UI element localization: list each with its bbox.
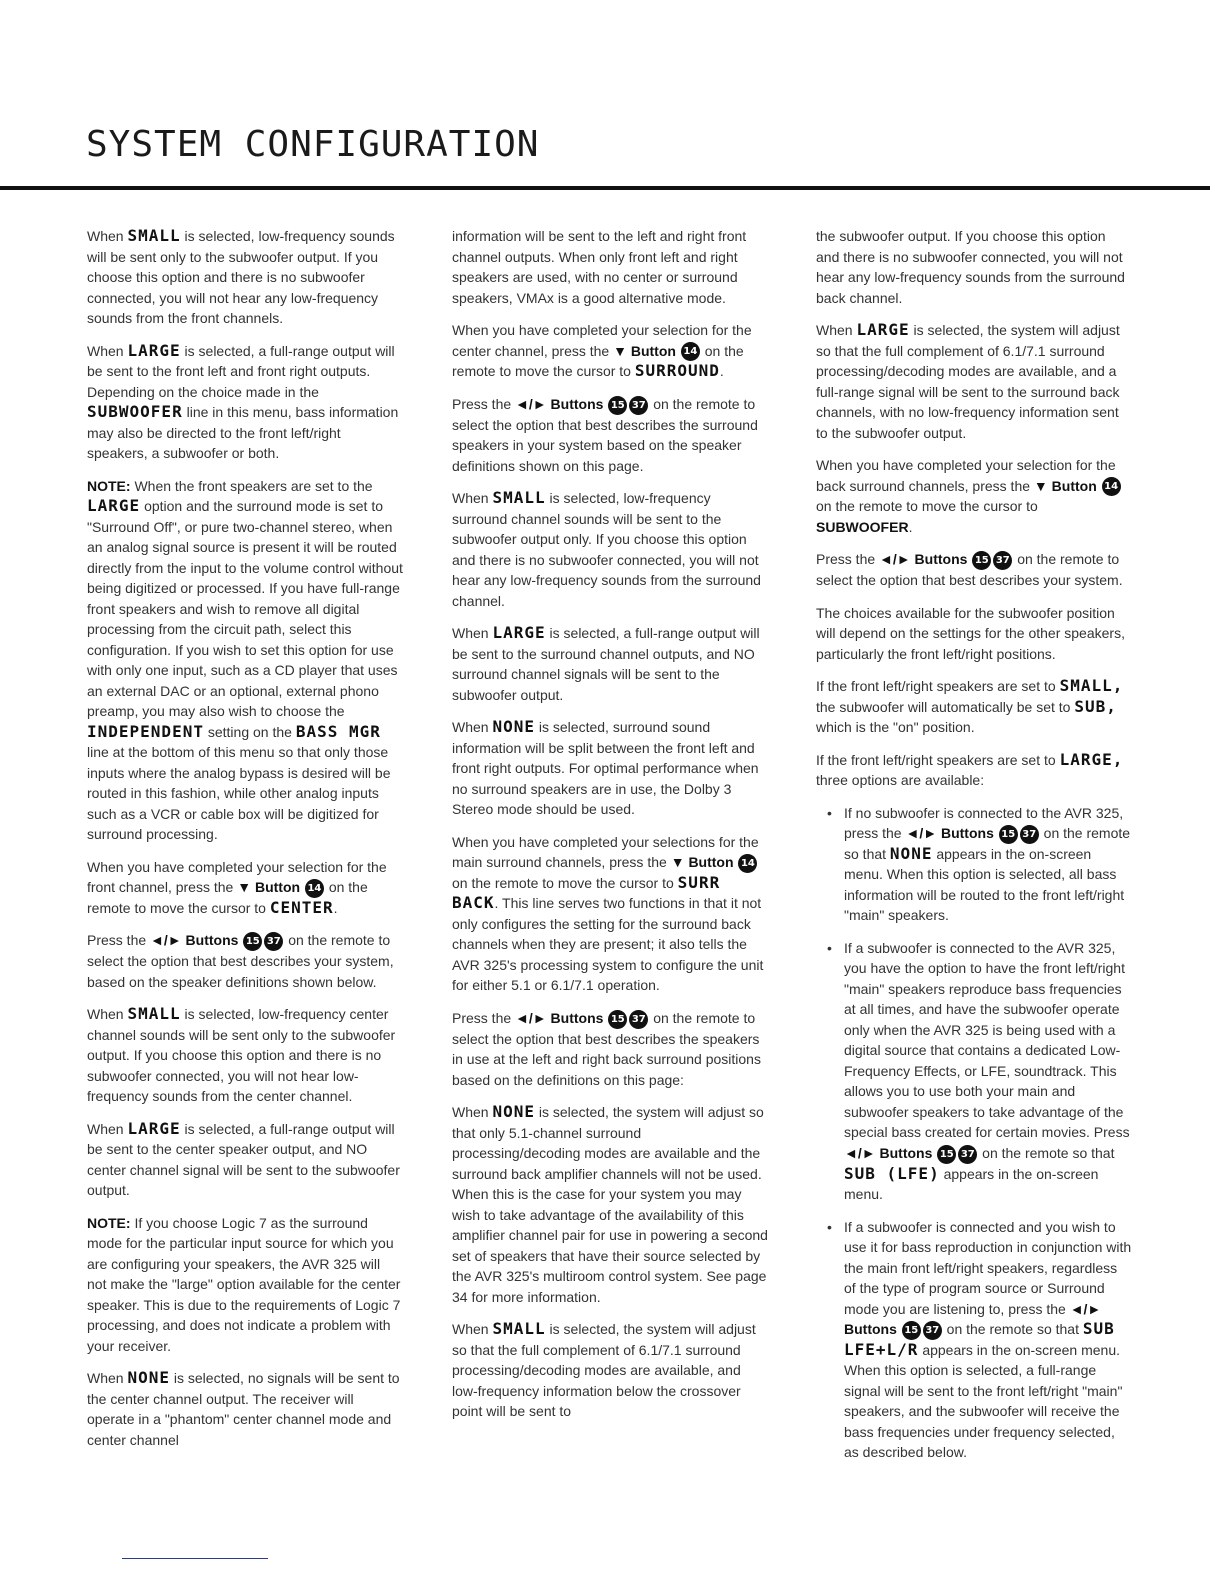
paragraph: Press the ◄/► Buttons 15 37 on the remote to select the option that best describes the surround speakers in your system based on the speaker definitions shown on this page. xyxy=(452,395,758,474)
button-14-icon: 14 xyxy=(305,879,324,898)
keyword-center: CENTER xyxy=(269,897,334,917)
left-right-arrows-icon: ◄/► xyxy=(515,395,547,412)
paragraph: The choices available for the subwoofer position will depend on the settings for the other speakers, particularly the front left/right positions. xyxy=(816,604,1125,662)
keyword-large: LARGE xyxy=(492,623,546,643)
paragraph: Press the ◄/► Buttons 15 37 on the remote to select the option that best describes the speakers in use at the left and right back surround positions based on the definitions on this page: xyxy=(452,1009,761,1088)
column-2 xyxy=(452,226,768,1434)
keyword-small: SMALL xyxy=(127,226,181,245)
button-15-icon: 15 xyxy=(608,396,627,415)
paragraph: When you have completed your selections for the main surround channels, press the ▼ Button 14 on the remote to move the cursor to SURR BACK. This line serves two functions in that it not only configures the setting for the surround back channels when they are present; it also tells the AVR 325's processing system to configure the unit for either 5.1 or 6.1/7.1 operation. xyxy=(452,833,764,994)
keyword-large: LARGE xyxy=(127,340,181,360)
keyword-large: LARGE xyxy=(87,496,141,515)
down-arrow-icon: ▼ xyxy=(237,879,252,895)
keyword-large: LARGE xyxy=(127,1118,181,1138)
button-15-icon: 15 xyxy=(902,1321,921,1340)
keyword-surround: SURROUND xyxy=(634,361,720,381)
note-label: NOTE: xyxy=(87,477,131,494)
left-right-arrows-icon: ◄/► xyxy=(844,1144,876,1161)
left-right-arrows-icon: ◄/► xyxy=(515,1009,547,1026)
keyword-small: SMALL xyxy=(492,1319,546,1339)
list-item: • If a subwoofer is connected to the AVR 325, you have the option to have the front left/right "main" speakers reproduce bass frequencies at all times, and have the subwoofer operate only when the AVR 325 is being used with a digital source that contains a dedicated Low-Frequency Effects, or LFE, soundtrack. This allows you to use both your main and subwoofer speakers to take advantage of the special bass created for certain movies. Press ◄/► Buttons 15 37 on the remote so that SUB (LFE) appears in the on-screen menu. xyxy=(816,938,1132,1205)
paragraph: When you have completed your selection for the center channel, press the ▼ Button 14 on the remote to move the cursor to SURROUND. xyxy=(452,322,752,381)
column-3 xyxy=(816,226,1132,1475)
paragraph: Press the ◄/► Buttons 15 37 on the remote to select the option that best describes your system. xyxy=(816,551,1123,589)
down-arrow-icon: ▼ xyxy=(670,854,685,871)
keyword-none: NONE xyxy=(492,1102,535,1122)
keyword-independent: INDEPENDENT xyxy=(87,721,204,741)
note-label: NOTE: xyxy=(87,1214,131,1231)
note-paragraph: NOTE: When the front speakers are set to the LARGE option and the surround mode is set to "Surround Off", or pure two-channel stereo, when an analog signal source is present it will be routed directly from the input to the volume control without being digitized or processed. If you have full-range front speakers and wish to remove all digital processing from the circuit path, select this configuration. If you wish to set this option for use with only one input, such as a CD player that uses an external DAC or an optional, external phono preamp, you may also wish to choose the INDEPENDENT setting on the BASS MGR line at the bottom of this menu so that only those inputs where the analog bypass is desired will be routed in this fashion, while other analog inputs such as a VCR or cable box will be digitized for surround processing. xyxy=(87,477,403,842)
keyword-none: NONE xyxy=(127,1368,170,1388)
down-arrow-icon: ▼ xyxy=(613,342,627,359)
button-37-icon: 37 xyxy=(264,932,283,951)
keyword-surr-back: SURR BACK xyxy=(452,872,721,913)
page-title: SYSTEM CONFIGURATION xyxy=(86,124,540,165)
button-15-icon: 15 xyxy=(608,1010,627,1029)
button-14-icon: 14 xyxy=(1102,477,1121,496)
keyword-subwoofer: SUBWOOFER xyxy=(87,402,183,421)
left-right-arrows-icon: ◄/► xyxy=(879,551,911,568)
left-right-arrows-icon: ◄/► xyxy=(150,932,182,949)
list-item: • If no subwoofer is connected to the AVR 325, press the ◄/► Buttons 15 37 on the remote so that NONE appears in the on-screen menu. When this option is selected, all bass information will be routed to the front left/right "main" speakers. xyxy=(816,803,1132,926)
button-37-icon: 37 xyxy=(993,551,1012,570)
paragraph: When SMALL is selected, the system will adjust so that the full complement of 6.1/7.1 surround processing/decoding modes are available, and low-frequency information below the crossover point will be sent to xyxy=(452,1319,756,1420)
paragraph: When NONE is selected, surround sound information will be split between the front left and front right outputs. For optimal performance when no surround speakers are in use, the Dolby 3 Stereo mode should be used. xyxy=(452,717,759,818)
title-divider xyxy=(0,186,1210,190)
left-right-arrows-icon: ◄/► xyxy=(1069,1300,1102,1317)
paragraph: When LARGE is selected, a full-range output will be sent to the center speaker output, and NO center channel signal will be sent to the subwoofer output. xyxy=(87,1118,400,1199)
paragraph: When SMALL is selected, low-frequency center channel sounds will be sent only to the subwoofer output. If you choose this option and there is no subwoofer connected, you will not hear low-frequency sounds from the center channel. xyxy=(87,1004,396,1105)
button-37-icon: 37 xyxy=(1020,825,1039,844)
footer-rule xyxy=(122,1558,268,1559)
button-37-icon: 37 xyxy=(629,396,648,415)
paragraph: When SMALL is selected, low-frequency surround channel sounds will be sent to the subwoofer output only. If you choose this option and there is no subwoofer connected, you will not hear any low-frequency sounds from the surround channel. xyxy=(452,488,761,609)
button-15-icon: 15 xyxy=(243,932,262,951)
button-15-icon: 15 xyxy=(972,551,991,570)
paragraph: Press the ◄/► Buttons 15 37 on the remote to select the option that best describes your system, based on the speaker definitions shown below. xyxy=(87,932,394,990)
button-14-icon: 14 xyxy=(738,854,757,873)
keyword-subwoofer: SUBWOOFER xyxy=(816,518,909,535)
paragraph: the subwoofer output. If you choose this option and there is no subwoofer connected, you will not hear any low-frequency sounds from the surround back channel. xyxy=(816,228,1125,306)
paragraph: When you have completed your selection for the front channel, press the ▼ Button 14 on the remote to move the cursor to CENTER. xyxy=(87,858,387,917)
keyword-sub-lfe: SUB (LFE) xyxy=(844,1163,940,1183)
keyword-sub: SUB, xyxy=(1074,696,1117,716)
paragraph: When NONE is selected, the system will adjust so that only 5.1-channel surround processing/decoding modes are available and the surround back amplifier channels will not be used. When this is the case for your system you may wish to take advantage of the availability of this amplifier channel pair for use in powering a second set of speakers that have their source selected by the AVR 325's multiroom control system. See page 34 for more information. xyxy=(452,1102,768,1305)
paragraph: information will be sent to the left and right front channel outputs. When only front left and right speakers are used, with no center or surround speakers, VMAx is a good alternative mode. xyxy=(452,228,747,306)
paragraph: If the front left/right speakers are set to SMALL, the subwoofer will automatically be set to SUB, which is the "on" position. xyxy=(816,676,1124,736)
keyword-none: NONE xyxy=(889,843,933,863)
paragraph: When LARGE is selected, a full-range output will be sent to the front left and front right outputs. Depending on the choice made in the SUBWOOFER line in this menu, bass information may also be directed to the front left/right speakers, a subwoofer or both. xyxy=(87,340,399,461)
button-37-icon: 37 xyxy=(958,1145,977,1164)
keyword-small: SMALL xyxy=(127,1004,181,1024)
button-37-icon: 37 xyxy=(629,1010,648,1029)
paragraph: When you have completed your selection for the back surround channels, press the ▼ Button 14 on the remote to move the cursor to SUBWOOFER. xyxy=(816,455,1132,537)
keyword-large: LARGE xyxy=(856,320,910,339)
keyword-none: NONE xyxy=(492,717,535,737)
keyword-small: SMALL, xyxy=(1059,676,1124,696)
button-14-icon: 14 xyxy=(681,342,700,361)
keyword-large: LARGE, xyxy=(1059,749,1124,769)
button-15-icon: 15 xyxy=(999,825,1018,844)
paragraph: When NONE is selected, no signals will be sent to the center channel output. The receiver will operate in a "phantom" center channel mode and center channel xyxy=(87,1368,400,1448)
list-item: • If a subwoofer is connected and you wish to use it for bass reproduction in conjunction with the main front left/right speakers, regardless of the type of program source or Surround mode you are listening to, press the ◄/► Buttons 15 37 on the remote so that SUB LFE+L/R appears in the on-screen menu. When this option is selected, a full-range signal will be sent to the front left/right "main" speakers, and the subwoofer will receive the bass frequencies under frequency selected, as described below. xyxy=(816,1217,1132,1463)
column-1 xyxy=(87,226,403,1462)
keyword-bass-mgr: BASS MGR xyxy=(295,721,381,741)
paragraph: If the front left/right speakers are set to LARGE, three options are available: xyxy=(816,749,1124,789)
button-15-icon: 15 xyxy=(937,1145,956,1164)
keyword-small: SMALL xyxy=(492,488,546,508)
button-37-icon: 37 xyxy=(923,1321,942,1340)
paragraph: When LARGE is selected, a full-range output will be sent to the surround channel outputs, and NO surround channel signals will be sent to the subwoofer output. xyxy=(452,623,760,703)
options-list xyxy=(816,803,1132,1463)
left-right-arrows-icon: ◄/► xyxy=(905,825,938,842)
note-paragraph: NOTE: If you choose Logic 7 as the surround mode for the particular input source for which you are configuring your speakers, the AVR 325 will not make the "large" option available for the center speaker. This is due to the requirements of Logic 7 processing, and does not indicate a problem with your receiver. xyxy=(87,1214,401,1354)
keyword-sub-lfe-lr: SUB LFE+L/R xyxy=(844,1319,1115,1359)
down-arrow-icon: ▼ xyxy=(1033,477,1048,494)
paragraph: When SMALL is selected, low-frequency sounds will be sent only to the subwoofer output. If you choose this option and there is no subwoofer connected, you will not hear any low-frequency sounds from the front channels. xyxy=(87,226,395,326)
paragraph: When LARGE is selected, the system will adjust so that the full complement of 6.1/7.1 surround processing/decoding modes are available, and a full-range signal will be sent to the surround back channels, with no low-frequency information sent to the subwoofer output. xyxy=(816,320,1120,441)
